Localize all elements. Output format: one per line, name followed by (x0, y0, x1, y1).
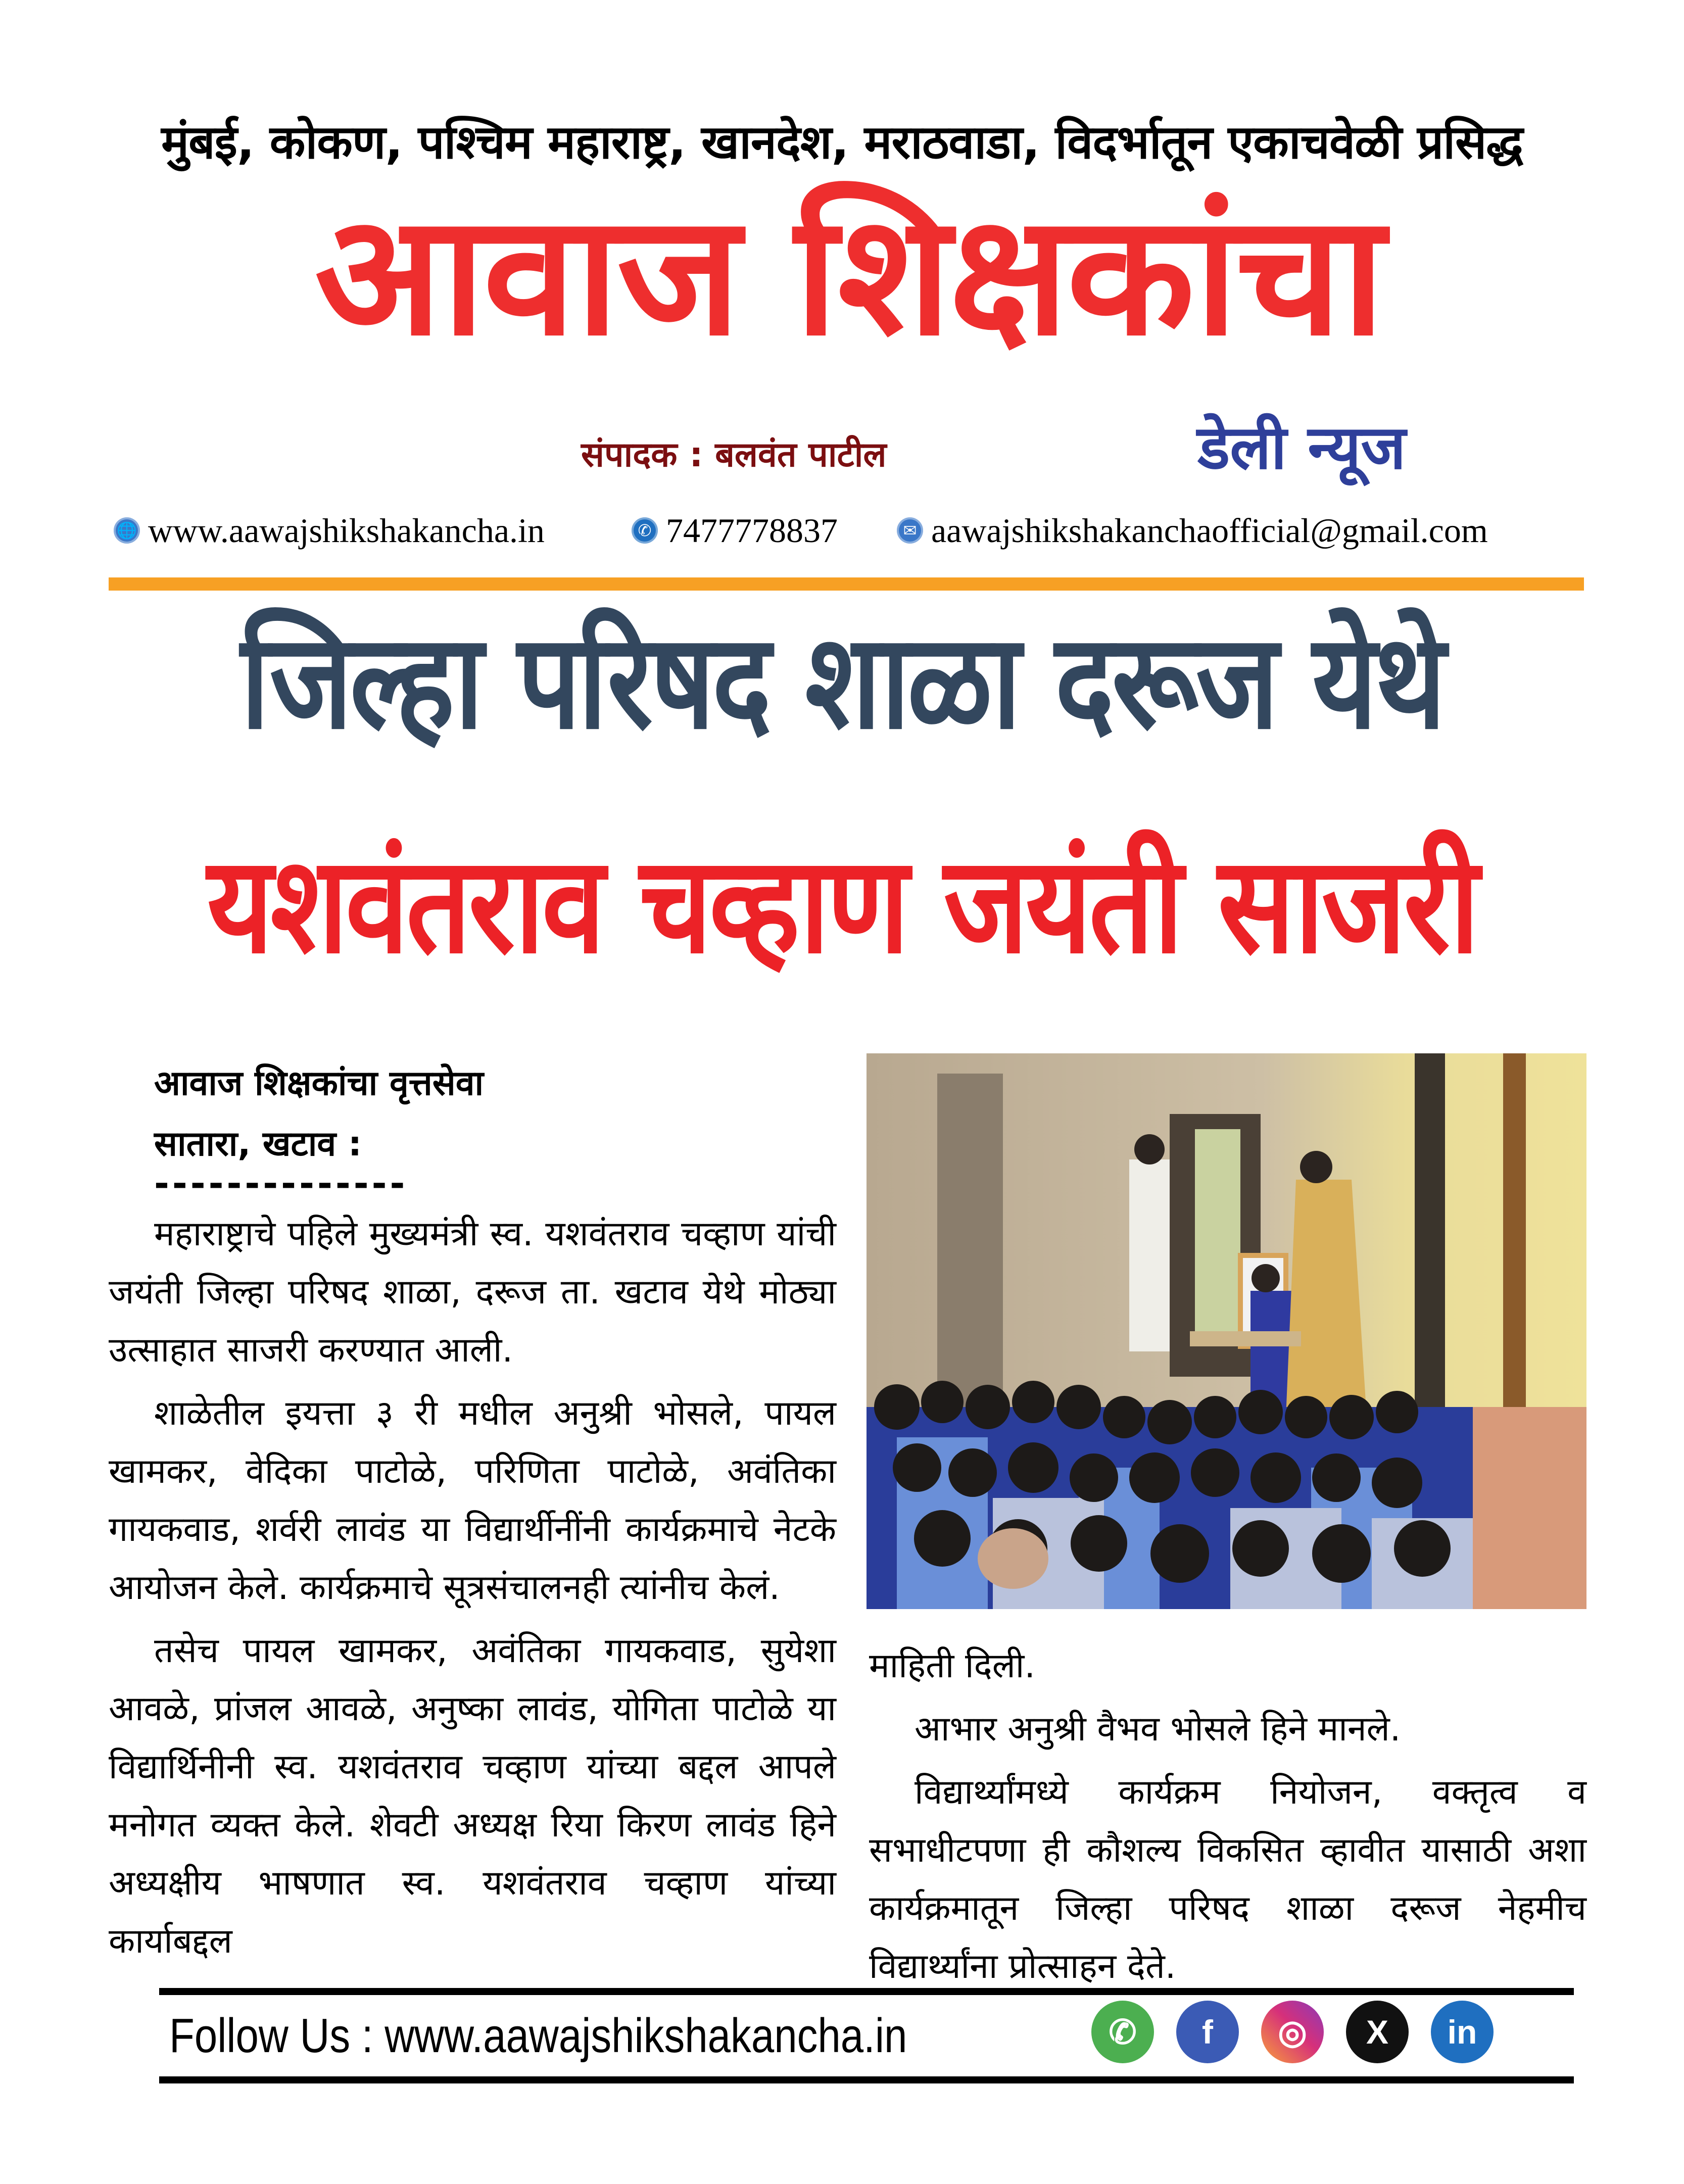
newspaper-masthead: आवाज शिक्षकांचा (314, 178, 1383, 372)
headline-line-2: यशवंतराव चव्हाण जयंती साजरी (207, 828, 1477, 983)
coverage-tagline: मुंबई, कोकण, पश्चिम महाराष्ट्र, खानदेश, मराठवाडा, विदर्भातून एकाचवेळी प्रसिद्ध (161, 115, 1523, 169)
instagram-icon[interactable]: ◎ (1261, 2001, 1324, 2063)
article-column-left (109, 1205, 836, 1975)
paragraph: तसेच पायल खामकर, अवंतिका गायकवाड, सुयेशा आवळे, प्रांजल आवळे, अनुष्का लावंड, योगिता पाटोळे या विद्यार्थिनीनी स्व. यशवंतराव चव्हाण यांच्या बद्दल आपले मनोगत व्यक्त केले. शेवटी अध्यक्ष रिया किरण लावंड हिने अध्यक्षीय भाषणात स्व. यशवंतराव चव्हाण यांच्या कार्याबद्दल (109, 1631, 836, 1961)
paragraph: विद्यार्थ्यांमध्ये कार्यक्रम नियोजन, वक्तृत्व व सभाधीटपणा ही कौशल्य विकसित व्हावीत यासाठी अशा कार्यक्रमातून जिल्हा परिषद शाळा दरूज नेहमीच विद्यार्थ्यांना प्रोत्साहन देते. (869, 1772, 1586, 1986)
headline-line-1: जिल्हा परिषद शाळा दरूज येथे (240, 606, 1444, 758)
email-text[interactable]: aawajshikshakanchaofficial@gmail.com (931, 511, 1488, 550)
paragraph: शाळेतील इयत्ता ३ री मधील अनुश्री भोसले, पायल खामकर, वेदिका पाटोळे, परिणिता पाटोळे, अवंतिका गायकवाड, शर्वरी लावंड या विद्यार्थीनींनी कार्यक्रमाचे नेटके आयोजन केले. कार्यक्रमाचे सूत्रसंचालनही त्यांनीच केलं. (109, 1393, 836, 1608)
article-photo (867, 1053, 1586, 1609)
whatsapp-icon[interactable]: ✆ (1091, 2001, 1154, 2063)
contact-phone[interactable] (632, 505, 838, 556)
article-byline (154, 1053, 484, 1175)
header-divider (109, 577, 1584, 591)
footer-divider-top (159, 1988, 1574, 1995)
website-text[interactable]: www.aawajshikshakancha.in (148, 511, 545, 550)
dateline: सातारा, खटाव : (154, 1124, 362, 1164)
phone-icon: ✆ (632, 517, 658, 544)
paragraph: आभार अनुश्री वैभव भोसले हिने मानले. (915, 1709, 1401, 1749)
mail-icon: ✉ (897, 517, 923, 544)
contact-website[interactable] (114, 505, 545, 556)
contact-email[interactable] (897, 505, 1488, 556)
news-source: आवाज शिक्षकांचा वृत्तसेवा (154, 1063, 484, 1103)
globe-icon: 🌐 (114, 517, 140, 544)
social-icons (1091, 2001, 1494, 2063)
x-twitter-icon[interactable]: X (1346, 2001, 1409, 2063)
paragraph: माहिती दिली. (869, 1646, 1036, 1686)
editor-credit: संपादक : बलवंत पाटील (581, 435, 887, 475)
byline-separator: -------------- (154, 1162, 408, 1204)
paragraph: महाराष्ट्राचे पहिले मुख्यमंत्री स्व. यशवंतराव चव्हाण यांची जयंती जिल्हा परिषद शाळा, दरूज ता. खटाव येथे मोठ्या उत्साहात साजरी करण्यात आली. (109, 1214, 836, 1370)
article-column-right (869, 1637, 1586, 2001)
follow-us-link[interactable]: Follow Us : www.aawajshikshakancha.in (169, 2009, 907, 2063)
phone-text[interactable]: 7477778837 (666, 511, 838, 550)
linkedin-icon[interactable]: in (1431, 2001, 1494, 2063)
edition-label: डेली न्यूज (1197, 413, 1406, 483)
facebook-icon[interactable]: f (1176, 2001, 1239, 2063)
footer-divider-bottom (159, 2076, 1574, 2083)
